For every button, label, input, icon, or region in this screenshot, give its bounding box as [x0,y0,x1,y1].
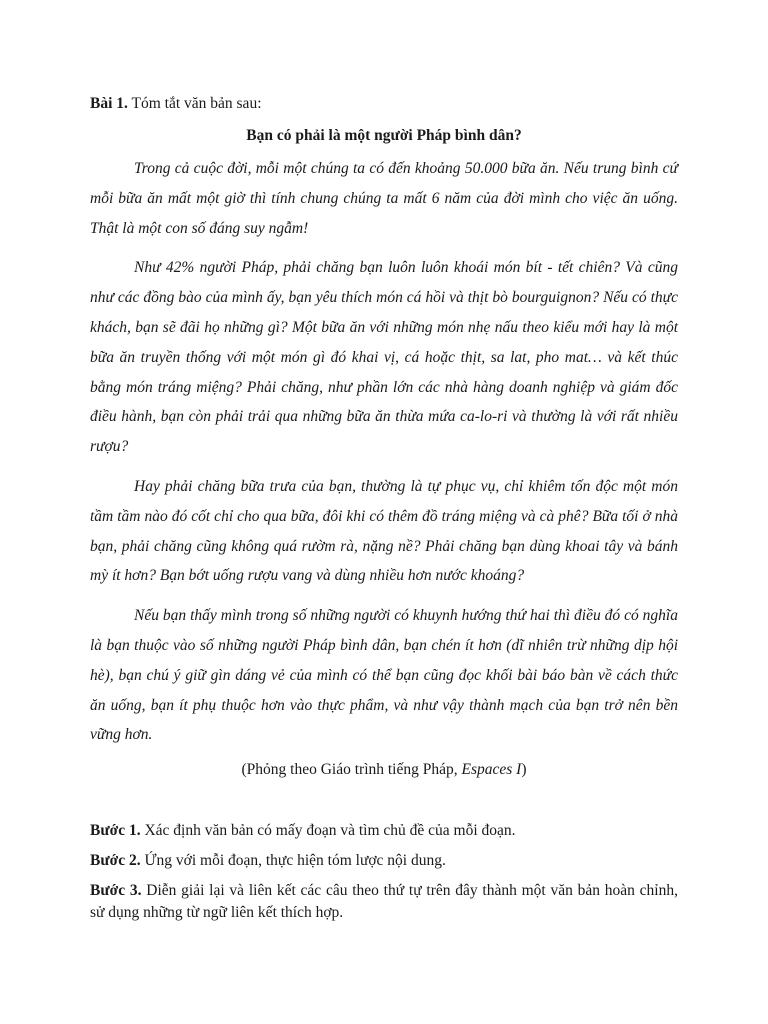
step-3 [90,880,678,924]
step-2 [90,850,678,872]
step-text: Diễn giải lại và liên kết các câu theo thứ tự trên đây thành một văn bản hoàn chỉnh, sử dụng những từ ngữ liên kết thích hợp. [90,882,678,922]
source-prefix: (Phỏng theo Giáo trình tiếng Pháp, [241,761,462,779]
exercise-heading [90,92,678,116]
article-title: Bạn có phải là một người Pháp bình dân? [246,127,522,144]
step-1 [90,820,678,842]
article-paragraph-1: Trong cả cuộc đời, mỗi một chúng ta có đến khoảng 50.000 bữa ăn. Nếu trung bình cứ mỗi bữa ăn mất một giờ thì tính chung chúng ta mất 6 năm của đời mình cho việc ăn uống. Thật là một con số đáng suy ngẫm! [90,160,678,237]
article-paragraph-2: Như 42% người Pháp, phải chăng bạn luôn luôn khoái món bít - tết chiên? Và cũng như các đồng bào của mình ấy, bạn yêu thích món cá hồi và thịt bò bourguignon? Nếu có thực khách, bạn sẽ đãi họ những gì? Một bữa ăn với những món nhẹ nấu theo kiểu mới hay là một bữa ăn truyền thống với một món gì đó khai vị, cá hoặc thịt, sa lat, pho mat… và kết thúc bằng món tráng miệng? Phải chăng, như phần lớn các nhà hàng doanh nghiệp và giám đốc điều hành, bạn còn phải trải qua những bữa ăn thừa mứa ca-lo-ri và thường là với rất nhiều rượu? [90,259,678,456]
source-suffix: ) [521,761,527,779]
exercise-instruction: Tóm tắt văn bản sau: [127,95,262,112]
source-book-title: Espaces I [461,761,522,779]
document-page [90,92,678,932]
step-text: Ứng với mỗi đoạn, thực hiện tóm lược nội dung. [140,852,446,870]
step-text: Xác định văn bản có mấy đoạn và tìm chủ đề của mỗi đoạn. [140,822,516,840]
steps-list [90,820,678,924]
step-label: Bước 2. [90,852,141,870]
step-label: Bước 1. [90,822,141,840]
exercise-label: Bài 1. [90,95,128,112]
article-paragraph-4: Nếu bạn thấy mình trong số những người có khuynh hướng thứ hai thì điều đó có nghĩa là bạn thuộc vào số những người Pháp bình dân, bạn chén ít hơn (dĩ nhiên trừ những dịp hội hè), bạn chú ý giữ gìn dáng vẻ của mình có thể bạn cũng đọc khối bài báo bàn về cách thức ăn uống, bạn ít phụ thuộc hơn vào thực phẩm, và như vậy thành mạch của bạn trở nên bền vững hơn. [90,607,678,744]
article-source [90,758,678,782]
article-paragraph-3: Hay phải chăng bữa trưa của bạn, thường là tự phục vụ, chỉ khiêm tốn độc một món tầm tầm nào đó cốt chỉ cho qua bữa, đôi khi có thêm đồ tráng miệng và cà phê? Bữa tối ở nhà bạn, phải chăng cũng không quá rườm rà, nặng nề? Phải chăng bạn dùng khoai tây và bánh mỳ ít hơn? Bạn bớt uống rượu vang và dùng nhiều hơn nước khoáng? [90,477,678,585]
step-label: Bước 3. [90,882,142,900]
